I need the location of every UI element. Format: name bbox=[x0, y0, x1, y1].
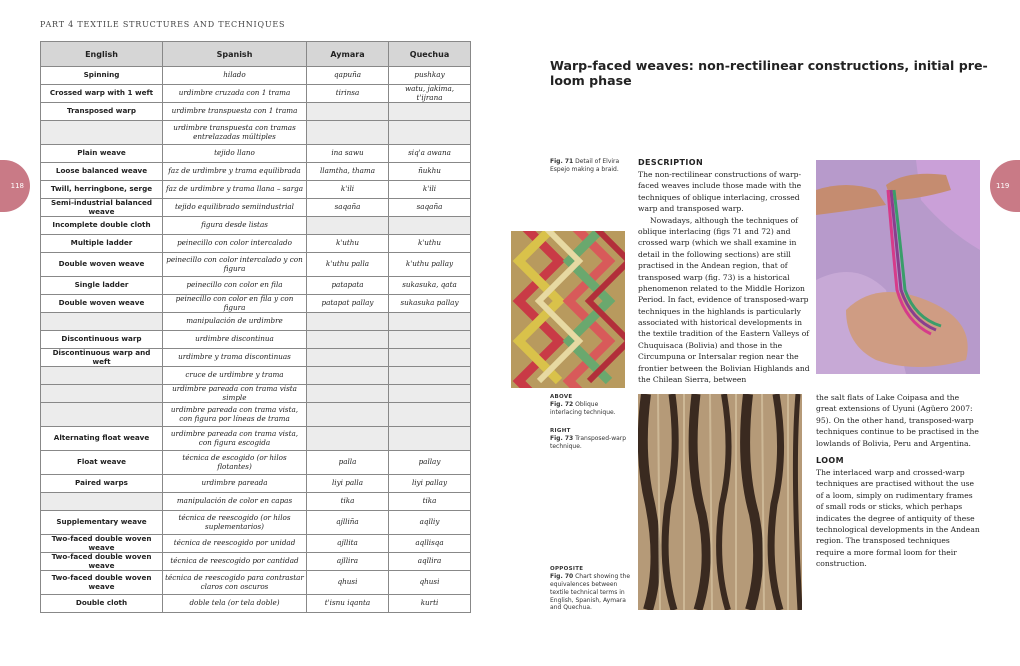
cell-quechua bbox=[389, 331, 471, 349]
caption-fig71-text: Detail of Elvira Espejo making a braid. bbox=[550, 158, 620, 173]
cell-english: Transposed warp bbox=[41, 103, 163, 121]
cell-aymara bbox=[307, 367, 389, 385]
table-row bbox=[41, 181, 471, 199]
caption-right-label: RIGHT bbox=[550, 428, 571, 434]
cell-quechua bbox=[389, 403, 471, 427]
cell-aymara: k'uthu bbox=[307, 235, 389, 253]
cell-spanish: urdimbre transpuesta con tramas entrelazadas múltiples bbox=[163, 121, 307, 145]
cell-spanish: urdimbre y trama discontinuas bbox=[163, 349, 307, 367]
cell-spanish: urdimbre cruzada con 1 trama bbox=[163, 85, 307, 103]
table-row bbox=[41, 313, 471, 331]
description-column bbox=[638, 157, 810, 385]
caption-fig73-text: Transposed-warp technique. bbox=[550, 435, 627, 450]
cell-quechua: aqlliy bbox=[389, 511, 471, 535]
caption-opposite-label: OPPOSITE bbox=[550, 566, 584, 572]
caption-fig72-label: Fig. 72 bbox=[550, 401, 574, 409]
table-row bbox=[41, 217, 471, 235]
photo-oblique-braid bbox=[511, 231, 625, 388]
cell-quechua: siq'a awana bbox=[389, 145, 471, 163]
cell-spanish: tejido llano bbox=[163, 145, 307, 163]
caption-fig72 bbox=[550, 394, 632, 417]
cell-spanish: urdimbre pareada con trama vista, con figura por líneas de trama bbox=[163, 403, 307, 427]
photo-braiding-hands bbox=[816, 160, 980, 374]
cell-quechua bbox=[389, 103, 471, 121]
cell-aymara: saqaña bbox=[307, 199, 389, 217]
cell-quechua: aqllira bbox=[389, 553, 471, 571]
cell-aymara bbox=[307, 121, 389, 145]
column-header-spanish: Spanish bbox=[163, 42, 307, 67]
column-header-aymara: Aymara bbox=[307, 42, 389, 67]
cell-english: Discontinuous warp bbox=[41, 331, 163, 349]
cell-english bbox=[41, 493, 163, 511]
table-row bbox=[41, 199, 471, 217]
table-row bbox=[41, 163, 471, 181]
table-row bbox=[41, 595, 471, 613]
cell-quechua: watu, jakima, t'ijrana bbox=[389, 85, 471, 103]
cell-quechua bbox=[389, 367, 471, 385]
cell-quechua: liyi pallay bbox=[389, 475, 471, 493]
cell-quechua: k'uthu bbox=[389, 235, 471, 253]
cell-aymara bbox=[307, 385, 389, 403]
cell-quechua: pallay bbox=[389, 451, 471, 475]
page-number-tab-right bbox=[990, 160, 1020, 212]
page-number-tab-left bbox=[0, 160, 30, 212]
table-header-row bbox=[41, 42, 471, 67]
cell-english bbox=[41, 313, 163, 331]
caption-fig70-text: Chart showing the equivalences between textile technical terms in English, Spanish, Aymara and Quechua. bbox=[550, 573, 631, 612]
table-row bbox=[41, 253, 471, 277]
table-row bbox=[41, 493, 471, 511]
description-heading: DESCRIPTION bbox=[638, 158, 704, 167]
cell-quechua: qhusi bbox=[389, 571, 471, 595]
cell-english bbox=[41, 385, 163, 403]
cell-english: Paired warps bbox=[41, 475, 163, 493]
terms-table bbox=[40, 41, 471, 613]
cell-english: Double cloth bbox=[41, 595, 163, 613]
cell-quechua bbox=[389, 121, 471, 145]
cell-english: Float weave bbox=[41, 451, 163, 475]
cell-aymara: llamtha, thama bbox=[307, 163, 389, 181]
cell-quechua: aqllisqa bbox=[389, 535, 471, 553]
table-row bbox=[41, 451, 471, 475]
cell-aymara: liyi palla bbox=[307, 475, 389, 493]
page-number-left: 118 bbox=[10, 182, 24, 190]
table-row bbox=[41, 475, 471, 493]
cell-aymara bbox=[307, 217, 389, 235]
cell-spanish: figura desde listas bbox=[163, 217, 307, 235]
table-row bbox=[41, 67, 471, 85]
caption-fig70 bbox=[550, 566, 632, 612]
cell-aymara: ajlliña bbox=[307, 511, 389, 535]
cell-spanish: peinecillo con color en fila bbox=[163, 277, 307, 295]
cell-aymara: k'uthu palla bbox=[307, 253, 389, 277]
table-row bbox=[41, 295, 471, 313]
cell-quechua: ñukhu bbox=[389, 163, 471, 181]
cell-quechua bbox=[389, 349, 471, 367]
cell-quechua bbox=[389, 313, 471, 331]
table-row bbox=[41, 145, 471, 163]
cell-aymara bbox=[307, 427, 389, 451]
cell-english: Loose balanced weave bbox=[41, 163, 163, 181]
page-number-right: 119 bbox=[996, 182, 1010, 190]
cell-aymara bbox=[307, 403, 389, 427]
table-row bbox=[41, 85, 471, 103]
cell-quechua: kurti bbox=[389, 595, 471, 613]
cell-aymara: ajllira bbox=[307, 553, 389, 571]
cell-english: Twill, herringbone, serge bbox=[41, 181, 163, 199]
cell-english bbox=[41, 367, 163, 385]
cell-aymara: t'isnu iqanta bbox=[307, 595, 389, 613]
cell-spanish: técnica de reescogido por cantidad bbox=[163, 553, 307, 571]
cell-english: Spinning bbox=[41, 67, 163, 85]
cell-english: Plain weave bbox=[41, 145, 163, 163]
running-head: PART 4 TEXTILE STRUCTURES AND TECHNIQUES bbox=[40, 20, 286, 29]
loom-heading: LOOM bbox=[816, 455, 844, 465]
table-row bbox=[41, 511, 471, 535]
cell-english: Double woven weave bbox=[41, 295, 163, 313]
caption-fig72-text: Oblique interlacing technique. bbox=[550, 401, 616, 416]
cell-quechua: k'uthu pallay bbox=[389, 253, 471, 277]
cell-english: Two-faced double woven weave bbox=[41, 535, 163, 553]
cell-english: Double woven weave bbox=[41, 253, 163, 277]
cell-english: Incomplete double cloth bbox=[41, 217, 163, 235]
cell-spanish: faz de urdimbre y trama llana – sarga bbox=[163, 181, 307, 199]
cell-quechua bbox=[389, 385, 471, 403]
article-title: Warp-faced weaves: non-rectilinear constructions, initial pre-loom phase bbox=[550, 58, 988, 88]
cell-aymara: patapat pallay bbox=[307, 295, 389, 313]
cell-spanish: urdimbre pareada bbox=[163, 475, 307, 493]
description-paragraph-3: the salt flats of Lake Coipasa and the great extensions of Uyuni (Agüero 2007: 95). On the other hand, transposed-warp techniques continue to be practised in the lowlands of Bolivia, Peru and Argentina. bbox=[816, 393, 979, 448]
cell-quechua bbox=[389, 427, 471, 451]
cell-spanish: técnica de reescogido por unidad bbox=[163, 535, 307, 553]
cell-english: Semi-industrial balanced weave bbox=[41, 199, 163, 217]
cell-english: Discontinuous warp and weft bbox=[41, 349, 163, 367]
cell-aymara: patapata bbox=[307, 277, 389, 295]
table-row bbox=[41, 403, 471, 427]
cell-english: Single ladder bbox=[41, 277, 163, 295]
cell-quechua bbox=[389, 217, 471, 235]
caption-above-label: ABOVE bbox=[550, 394, 573, 400]
cell-english: Two-faced double woven weave bbox=[41, 553, 163, 571]
cell-english: Alternating float weave bbox=[41, 427, 163, 451]
caption-fig73 bbox=[550, 428, 632, 451]
cell-quechua: saqaña bbox=[389, 199, 471, 217]
caption-fig71 bbox=[550, 158, 632, 174]
cell-aymara bbox=[307, 349, 389, 367]
table-row bbox=[41, 277, 471, 295]
cell-spanish: hilado bbox=[163, 67, 307, 85]
cell-quechua: sukasuka, qata bbox=[389, 277, 471, 295]
table-row bbox=[41, 535, 471, 553]
cell-aymara: palla bbox=[307, 451, 389, 475]
continuation-column bbox=[816, 392, 980, 569]
cell-spanish: técnica de escogido (or hilos flotantes) bbox=[163, 451, 307, 475]
caption-fig71-label: Fig. 71 bbox=[550, 158, 574, 165]
cell-quechua: sukasuka pallay bbox=[389, 295, 471, 313]
description-paragraph-2: Nowadays, although the techniques of oblique interlacing (figs 71 and 72) and crossed warp (which we shall examine in detail in the following sections) are still practised in the Andean region, that of transposed warp (fig. 73) is a historical phenomenon related to the Middle Horizon Period. In fact, evidence of transposed-warp techniques in the highlands is particularly associated with historical developments in the textile tradition of the Eastern Valleys of Chuquisaca (Bolivia) and those in the Circumpuna or Intersalar region near the frontier between the Bolivian Highlands and the Chilean Sierra, between bbox=[638, 215, 810, 385]
description-paragraph-1: The non-rectilinear constructions of warp-faced weaves include those made with the techniques of oblique interlacing, crossed warp and transposed warp. bbox=[638, 170, 802, 214]
table-row bbox=[41, 349, 471, 367]
cell-quechua: pushkay bbox=[389, 67, 471, 85]
cell-english: Two-faced double woven weave bbox=[41, 571, 163, 595]
cell-aymara bbox=[307, 103, 389, 121]
cell-spanish: técnica de reescogido para contrastar claros con oscuros bbox=[163, 571, 307, 595]
table-row bbox=[41, 385, 471, 403]
caption-fig70-label: Fig. 70 bbox=[550, 573, 574, 581]
cell-spanish: urdimbre transpuesta con 1 trama bbox=[163, 103, 307, 121]
cell-spanish: faz de urdimbre y trama equilibrada bbox=[163, 163, 307, 181]
caption-fig73-label: Fig. 73 bbox=[550, 435, 574, 443]
cell-aymara: k'ili bbox=[307, 181, 389, 199]
table-row bbox=[41, 427, 471, 451]
cell-spanish: cruce de urdimbre y trama bbox=[163, 367, 307, 385]
cell-english: Crossed warp with 1 weft bbox=[41, 85, 163, 103]
table-row bbox=[41, 121, 471, 145]
cell-spanish: manipulación de color en capas bbox=[163, 493, 307, 511]
cell-spanish: manipulación de urdimbre bbox=[163, 313, 307, 331]
cell-english bbox=[41, 121, 163, 145]
cell-aymara: ina sawu bbox=[307, 145, 389, 163]
cell-spanish: urdimbre pareada con trama vista simple bbox=[163, 385, 307, 403]
cell-spanish: peinecillo con color intercalado y con figura bbox=[163, 253, 307, 277]
cell-english: Supplementary weave bbox=[41, 511, 163, 535]
cell-spanish: urdimbre discontinua bbox=[163, 331, 307, 349]
cell-aymara: tika bbox=[307, 493, 389, 511]
table-row bbox=[41, 331, 471, 349]
column-header-english: English bbox=[41, 42, 163, 67]
cell-aymara: qhusi bbox=[307, 571, 389, 595]
cell-spanish: peinecillo con color intercalado bbox=[163, 235, 307, 253]
table-row bbox=[41, 553, 471, 571]
cell-aymara bbox=[307, 313, 389, 331]
cell-spanish: peinecillo con color en fila y con figura bbox=[163, 295, 307, 313]
cell-spanish: tejido equilibrado semiindustrial bbox=[163, 199, 307, 217]
column-header-quechua: Quechua bbox=[389, 42, 471, 67]
photo-transposed-warp bbox=[638, 394, 802, 610]
cell-quechua: k'ili bbox=[389, 181, 471, 199]
loom-paragraph: The interlaced warp and crossed-warp techniques are practised without the use of a loom, simply on rudimentary frames of small rods or sticks, which perhaps indicates the degree of antiquity of these technological developments in the Andean region. The transposed techniques require a more formal loom for their construction. bbox=[816, 467, 980, 569]
table-row bbox=[41, 103, 471, 121]
cell-english: Multiple ladder bbox=[41, 235, 163, 253]
table-row bbox=[41, 571, 471, 595]
cell-aymara: qapuña bbox=[307, 67, 389, 85]
cell-spanish: técnica de reescogido (or hilos suplementarios) bbox=[163, 511, 307, 535]
cell-english bbox=[41, 403, 163, 427]
table-row bbox=[41, 235, 471, 253]
cell-aymara: tirinsa bbox=[307, 85, 389, 103]
table-row bbox=[41, 367, 471, 385]
cell-spanish: doble tela (or tela doble) bbox=[163, 595, 307, 613]
cell-spanish: urdimbre pareada con trama vista, con figura escogida bbox=[163, 427, 307, 451]
cell-aymara bbox=[307, 331, 389, 349]
cell-aymara: ajllita bbox=[307, 535, 389, 553]
cell-quechua: tika bbox=[389, 493, 471, 511]
